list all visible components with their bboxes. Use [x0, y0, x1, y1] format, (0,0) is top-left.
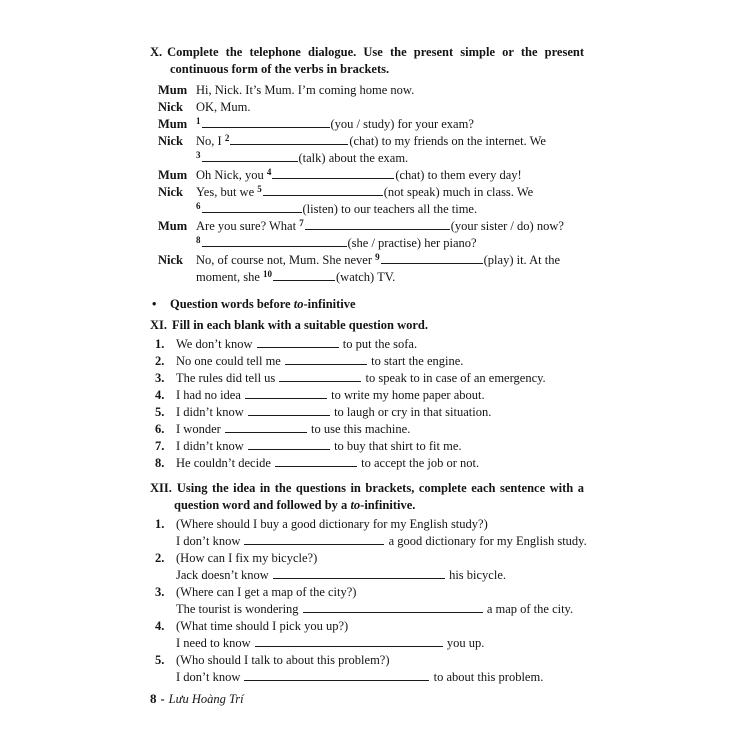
answer-line: I need to know you up. [176, 636, 485, 650]
exercise-xii-number: XII. [150, 481, 172, 495]
exercise-xi-heading [150, 317, 584, 334]
exercise-xi-number: XI. [150, 318, 168, 332]
item-text: I didn’t know to buy that shirt to fit me. [176, 439, 462, 453]
dialogue-text: No, of course not, Mum. She never $^9$ (play) it. At the moment, she $^{10}$ (watch) TV. [196, 252, 561, 284]
fill-blank-item [155, 353, 584, 370]
blank-line [279, 371, 361, 382]
exercise-xii-title-suffix: -infinitive. [360, 498, 416, 512]
superscript-number: 7 [299, 218, 304, 228]
dialogue-text: OK, Mum. [196, 100, 251, 114]
sentence-item [155, 584, 584, 618]
dialogue-text: Hi, Nick. It’s Mum. I’m coming home now. [196, 83, 415, 97]
blank-line [245, 388, 327, 399]
blank-line [244, 670, 429, 681]
exercise-x-heading [150, 44, 584, 78]
exercise-xii-title-italic: to [350, 498, 361, 512]
speaker-label: Mum [158, 83, 188, 97]
dialogue-row [158, 82, 584, 99]
item-text: I didn’t know to laugh or cry in that situation. [176, 405, 492, 419]
blank-line [275, 456, 357, 467]
speaker-label: Nick [158, 134, 183, 148]
superscript-number: 6 [196, 201, 201, 211]
blank-line [263, 185, 383, 196]
blank-line [202, 236, 347, 247]
answer-line: I don’t know to about this problem. [176, 670, 544, 684]
bullet-icon: • [152, 297, 157, 311]
item-text: We don’t know to put the sofa. [176, 337, 418, 351]
blank-line [248, 405, 330, 416]
fill-blank-item [155, 438, 584, 455]
item-text [176, 652, 584, 686]
question-line: (What time should I pick you up?) [176, 619, 349, 633]
item-number: 6. [155, 422, 165, 436]
dialogue-text: Oh Nick, you $^4$ (chat) to them every day! [196, 167, 522, 182]
superscript-number: 3 [196, 150, 201, 160]
item-number: 8. [155, 456, 165, 470]
item-text: I had no idea to write my home paper about. [176, 388, 485, 402]
footer-page-number: 8 [150, 691, 157, 706]
speaker-label: Nick [158, 185, 183, 199]
item-number: 1. [155, 337, 165, 351]
bullet-title [170, 297, 356, 311]
superscript-number: 4 [266, 167, 272, 177]
fill-blank-item [155, 336, 584, 353]
blank-line [303, 602, 483, 613]
exercise-xi-list [155, 336, 584, 472]
exercise-xii-title [174, 481, 584, 512]
superscript-number: 10 [263, 269, 273, 279]
footer-author: Lưu Hoàng Trí [168, 692, 244, 706]
dialogue-row [158, 218, 584, 252]
blank-line [272, 168, 394, 179]
blank-line [248, 439, 330, 450]
blank-line [230, 134, 348, 145]
bullet-title-suffix: -infinitive [303, 297, 356, 311]
blank-line [257, 337, 339, 348]
item-text: No one could tell me to start the engine. [176, 354, 464, 368]
question-line: (Who should I talk to about this problem?) [176, 653, 390, 667]
dialogue-row [158, 116, 584, 133]
speaker-label: Mum [158, 117, 188, 131]
blank-line [202, 117, 330, 128]
dialogue-text: Yes, but we $^5$ (not speak) much in class. We $^6$ (listen) to our teachers all the time. [196, 184, 534, 216]
question-line: (How can I fix my bicycle?) [176, 551, 318, 565]
item-text: He couldn’t decide to accept the job or not. [176, 456, 480, 470]
fill-blank-item [155, 421, 584, 438]
item-text [176, 550, 584, 584]
blank-line [305, 219, 450, 230]
speaker-label: Nick [158, 100, 183, 114]
exercise-xii-list [155, 516, 587, 686]
sentence-item [155, 550, 584, 584]
footer-separator: - [160, 692, 165, 706]
superscript-number: 1 [196, 116, 201, 126]
dialogue-row [158, 99, 584, 116]
item-number: 7. [155, 439, 165, 453]
item-number: 1. [155, 517, 165, 531]
sentence-item [155, 652, 584, 686]
exercise-xii-title-text: Using the idea in the questions in brackets, complete each sentence with a question word and followed by a [174, 481, 584, 512]
sentence-item [155, 618, 584, 652]
answer-line: I don’t know a good dictionary for my English study. [176, 534, 587, 548]
speaker-label: Mum [158, 219, 188, 233]
question-line: (Where should I buy a good dictionary for my English study?) [176, 517, 488, 531]
blank-line [202, 151, 298, 162]
speaker-label: Mum [158, 168, 188, 182]
sentence-item [155, 516, 587, 550]
answer-line: The tourist is wondering a map of the city. [176, 602, 574, 616]
item-number: 2. [155, 551, 165, 565]
item-number: 4. [155, 619, 165, 633]
item-number: 5. [155, 653, 165, 667]
fill-blank-item [155, 387, 584, 404]
page-content [150, 44, 587, 686]
bullet-title-text: Question words before [170, 297, 294, 311]
item-number: 2. [155, 354, 165, 368]
dialogue-row [158, 252, 584, 286]
bullet-title-italic: to [293, 297, 304, 311]
fill-blank-item [155, 404, 584, 421]
blank-line [225, 422, 307, 433]
fill-blank-item [155, 455, 584, 472]
dialogue [158, 82, 584, 286]
question-line: (Where can I get a map of the city?) [176, 585, 357, 599]
exercise-x-title: Complete the telephone dialogue. Use the present simple or the present continuous form of the verbs in brackets. [167, 45, 584, 76]
speaker-label: Nick [158, 253, 183, 267]
item-number: 4. [155, 388, 165, 402]
blank-line [255, 636, 443, 647]
item-number: 5. [155, 405, 165, 419]
dialogue-text: No, I $^2$ (chat) to my friends on the internet. We $^3$ (talk) about the exam. [196, 133, 546, 165]
exercise-xii-heading [150, 480, 584, 514]
item-text [176, 516, 587, 550]
answer-line: Jack doesn’t know his bicycle. [176, 568, 506, 582]
item-text [176, 618, 584, 652]
dialogue-row [158, 167, 584, 184]
dialogue-text: $^1$ (you / study) for your exam? [196, 116, 474, 131]
exercise-x-number: X. [150, 45, 163, 59]
item-number: 3. [155, 585, 165, 599]
blank-line [273, 568, 445, 579]
item-number: 3. [155, 371, 165, 385]
exercise-xi-title: Fill in each blank with a suitable question word. [172, 318, 428, 332]
item-text: I wonder to use this machine. [176, 422, 411, 436]
superscript-number: 8 [196, 235, 201, 245]
superscript-number: 2 [224, 133, 230, 143]
blank-line [202, 202, 302, 213]
item-text: The rules did tell us to speak to in case of an emergency. [176, 371, 546, 385]
dialogue-row [158, 184, 584, 218]
dialogue-row [158, 133, 584, 167]
blank-line [285, 354, 367, 365]
section-bullet-heading [152, 296, 584, 313]
item-text [176, 584, 584, 618]
superscript-number: 5 [257, 184, 262, 194]
page-footer [150, 690, 244, 708]
blank-line [381, 253, 483, 264]
superscript-number: 9 [375, 252, 380, 262]
blank-line [244, 534, 384, 545]
dialogue-text: Are you sure? What $^7$ (your sister / do) now? $^8$ (she / practise) her piano? [196, 218, 564, 250]
blank-line [273, 270, 335, 281]
fill-blank-item [155, 370, 584, 387]
